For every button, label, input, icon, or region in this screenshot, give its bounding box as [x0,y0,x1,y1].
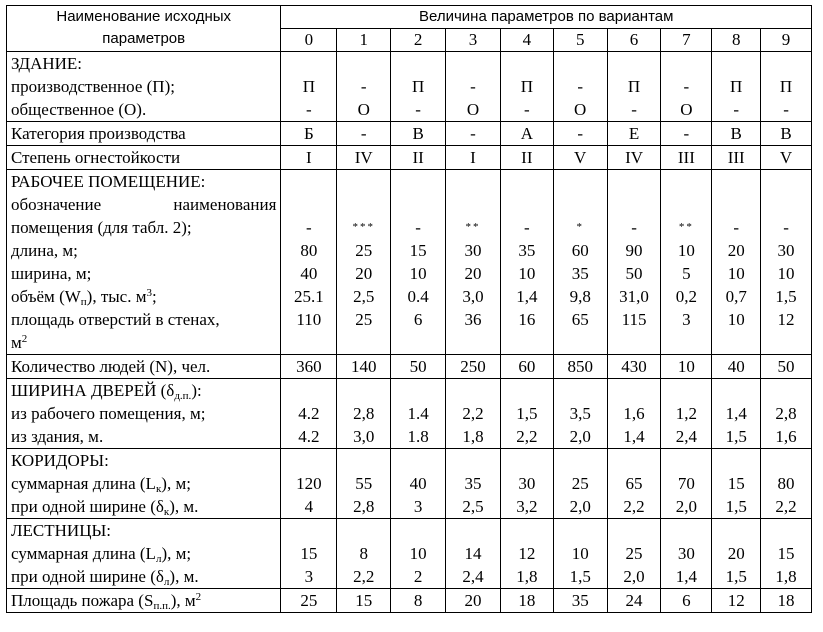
cell-corridors-v7: 70 2,0 [661,449,712,519]
parameters-table [6,5,812,613]
cell-people-v6: 430 [607,355,661,379]
cell-building-v4: П - [500,52,553,122]
cell-fire-resistance-v9: V [761,146,812,170]
cell-fire-area-v1: 15 [337,589,391,613]
row-fire-area [7,589,812,613]
cell-stairs-v1: 8 2,2 [337,519,391,589]
cell-stairs-v5: 10 1,5 [553,519,607,589]
cell-category-v8: В [712,122,761,146]
cell-corridors-v1: 55 2,8 [337,449,391,519]
cell-fire-area-v7: 6 [661,589,712,613]
cell-doors-v7: 1,2 2,4 [661,379,712,449]
cell-corridors-v6: 65 2,2 [607,449,661,519]
cell-doors-v5: 3,5 2,0 [553,379,607,449]
cell-category-v2: В [391,122,446,146]
cell-corridors-v5: 25 2,0 [553,449,607,519]
cell-stairs-v8: 20 1,5 [712,519,761,589]
cell-building-v9: П - [761,52,812,122]
row-category [7,122,812,146]
cell-category-v6: Е [607,122,661,146]
cell-workroom-v4: - 35 10 1,4 16 [500,170,553,355]
cell-people-v0: 360 [281,355,337,379]
label-workroom: РАБОЧЕЕ ПОМЕЩЕНИЕ: обозначение наименования помещения (для табл. 2); длина, м; ширина, м; объём $(W_п)$, тыс. $м^3$; площадь отверстий в стенах, $м^2$ [7,170,281,355]
cell-fire-area-v8: 12 [712,589,761,613]
cell-corridors-v0: 120 4 [281,449,337,519]
variant-header-7: 7 [661,29,712,52]
cell-workroom-v6: - 90 50 31,0 115 [607,170,661,355]
row-building [7,52,812,122]
cell-building-v7: - О [661,52,712,122]
row-workroom [7,170,812,355]
cell-stairs-v7: 30 1,4 [661,519,712,589]
cell-workroom-v2: - 15 10 0.4 6 [391,170,446,355]
cell-corridors-v2: 40 3 [391,449,446,519]
variant-header-8: 8 [712,29,761,52]
cell-doors-v8: 1,4 1,5 [712,379,761,449]
cell-corridors-v8: 15 1,5 [712,449,761,519]
cell-fire-area-v3: 20 [446,589,501,613]
cell-stairs-v4: 12 1,8 [500,519,553,589]
label-fire-resistance: Степень огнестойкости [7,146,281,170]
row-doors [7,379,812,449]
cell-stairs-v0: 15 3 [281,519,337,589]
label-doors: ШИРИНА ДВЕРЕЙ $(\delta_{д.п.})$: из рабочего помещения, м; из здания, м. [7,379,281,449]
variant-header-0: 0 [281,29,337,52]
cell-people-v8: 40 [712,355,761,379]
cell-corridors-v9: 80 2,2 [761,449,812,519]
cell-fire-resistance-v7: III [661,146,712,170]
variant-header-6: 6 [607,29,661,52]
cell-workroom-v8: - 20 10 0,7 10 [712,170,761,355]
label-people: Количество людей (N), чел. [7,355,281,379]
cell-fire-resistance-v0: I [281,146,337,170]
cell-doors-v2: 1.4 1.8 [391,379,446,449]
cell-people-v2: 50 [391,355,446,379]
cell-category-v7: - [661,122,712,146]
cell-category-v0: Б [281,122,337,146]
cell-fire-resistance-v4: II [500,146,553,170]
row-stairs [7,519,812,589]
cell-fire-area-v0: 25 [281,589,337,613]
cell-doors-v1: 2,8 3,0 [337,379,391,449]
variant-header-2: 2 [391,29,446,52]
cell-building-v8: П - [712,52,761,122]
table-body [7,52,812,613]
cell-fire-area-v4: 18 [500,589,553,613]
cell-building-v6: П - [607,52,661,122]
cell-fire-area-v9: 18 [761,589,812,613]
cell-workroom-v5: * 60 35 9,8 65 [553,170,607,355]
cell-people-v1: 140 [337,355,391,379]
variant-header-4: 4 [500,29,553,52]
cell-doors-v4: 1,5 2,2 [500,379,553,449]
label-building: ЗДАНИЕ: производственное (П); общественное (О). [7,52,281,122]
cell-people-v7: 10 [661,355,712,379]
cell-fire-area-v5: 35 [553,589,607,613]
cell-corridors-v4: 30 3,2 [500,449,553,519]
cell-people-v5: 850 [553,355,607,379]
cell-doors-v3: 2,2 1,8 [446,379,501,449]
cell-category-v4: А [500,122,553,146]
cell-doors-v0: 4.2 4.2 [281,379,337,449]
label-stairs: ЛЕСТНИЦЫ: суммарная длина $(L_л)$, м; при одной ширине $(\delta_л)$, м. [7,519,281,589]
cell-doors-v6: 1,6 1,4 [607,379,661,449]
cell-stairs-v9: 15 1,8 [761,519,812,589]
row-people [7,355,812,379]
cell-building-v3: - О [446,52,501,122]
cell-building-v1: - О [337,52,391,122]
cell-people-v9: 50 [761,355,812,379]
cell-building-v5: - О [553,52,607,122]
cell-category-v3: - [446,122,501,146]
cell-people-v4: 60 [500,355,553,379]
cell-fire-resistance-v2: II [391,146,446,170]
cell-stairs-v3: 14 2,4 [446,519,501,589]
label-category: Категория производства [7,122,281,146]
cell-building-v0: П - [281,52,337,122]
cell-category-v9: В [761,122,812,146]
cell-fire-resistance-v5: V [553,146,607,170]
cell-fire-resistance-v8: III [712,146,761,170]
cell-fire-resistance-v6: IV [607,146,661,170]
variant-header-1: 1 [337,29,391,52]
cell-category-v1: - [337,122,391,146]
cell-stairs-v2: 10 2 [391,519,446,589]
cell-workroom-v1: *** 25 20 2,5 25 [337,170,391,355]
cell-doors-v9: 2,8 1,6 [761,379,812,449]
cell-fire-area-v6: 24 [607,589,661,613]
cell-fire-resistance-v3: I [446,146,501,170]
cell-people-v3: 250 [446,355,501,379]
cell-workroom-v9: - 30 10 1,5 12 [761,170,812,355]
cell-corridors-v3: 35 2,5 [446,449,501,519]
cell-workroom-v7: ** 10 5 0,2 3 [661,170,712,355]
row-corridors [7,449,812,519]
row-fire-resistance [7,146,812,170]
cell-stairs-v6: 25 2,0 [607,519,661,589]
variant-header-5: 5 [553,29,607,52]
variant-header-3: 3 [446,29,501,52]
label-corridors: КОРИДОРЫ: суммарная длина $(L_к)$, м; при одной ширине $(\delta_к)$, м. [7,449,281,519]
variant-header-9: 9 [761,29,812,52]
cell-workroom-v0: - 80 40 25.1 110 [281,170,337,355]
cell-building-v2: П - [391,52,446,122]
cell-fire-area-v2: 8 [391,589,446,613]
param-header: Наименование исходных параметров [7,6,281,52]
values-title: Величина параметров по вариантам [281,6,812,29]
cell-workroom-v3: ** 30 20 3,0 36 [446,170,501,355]
label-fire-area: Площадь пожара $(S_{п.п.})$, $м^2$ [7,589,281,613]
cell-fire-resistance-v1: IV [337,146,391,170]
cell-category-v5: - [553,122,607,146]
